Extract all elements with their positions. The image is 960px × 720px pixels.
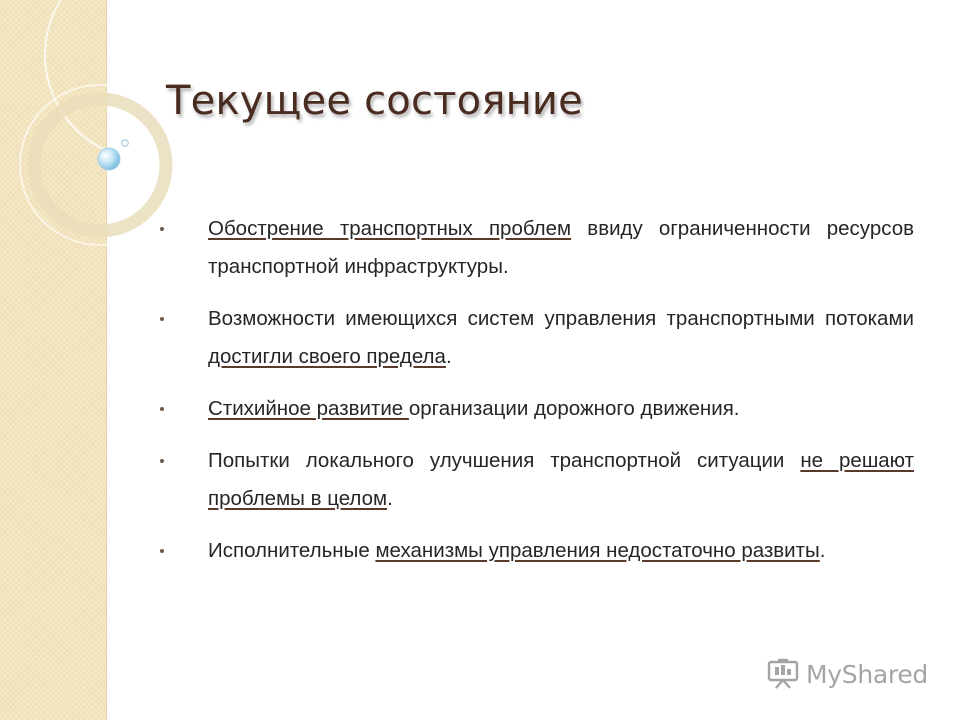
bullet-dot-icon [160,549,164,553]
watermark [766,656,928,692]
text-run: . [819,539,826,562]
slide-title: Текущее состояние [166,78,583,124]
watermark-text: MyShared [806,659,928,689]
underlined-text-run: механизмы управления недостаточно развиты [375,539,820,562]
underlined-text-run: не решают проблемы в целом [208,449,914,510]
bullet-dot-icon [160,407,164,411]
bullet-text [208,397,740,420]
bullet-text [208,449,914,510]
underlined-text-run: Обострение транспортных проблем [208,217,572,240]
bullet-item [160,442,914,518]
underlined-text-run: Стихийное развитие [208,397,409,420]
text-run: организации дорожного движения. [408,397,740,420]
bullet-item [160,210,914,286]
text-run: Попытки локального улучшения транспортной ситуации [208,449,801,472]
underlined-text-run: достигли своего предела [208,345,446,368]
bullet-item [160,532,914,570]
bullet-list [160,210,914,584]
text-run: Исполнительные [208,539,376,562]
bullet-text [208,217,914,278]
text-run: Возможности имеющихся систем управления транспортными потоками [208,307,914,330]
bullet-dot-icon [160,459,164,463]
bullet-dot-icon [160,227,164,231]
text-run: . [387,487,393,510]
bullet-dot-icon [160,317,164,321]
bullet-text [208,307,914,368]
bullet-text [208,539,825,562]
bullet-item [160,390,914,428]
bullet-item [160,300,914,376]
presentation-board-icon [766,658,800,690]
decorative-side-panel [0,0,107,720]
text-run: . [445,345,452,368]
text-run: ввиду ограниченности ресурсов транспортной инфраструктуры. [208,217,915,278]
